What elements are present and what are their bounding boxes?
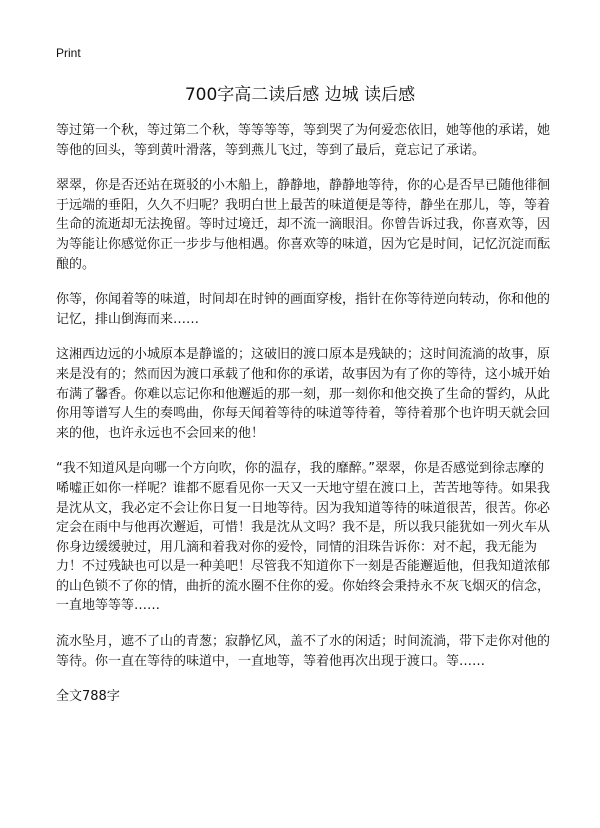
article-paragraph: 等过第一个秋，等过第二个秋，等等等等，等到哭了为何爱恋依旧，她等他的承诺，她等他的回头，等到黄叶滑落，等到燕儿飞过，等到了最后，竟忘记了承诺。 — [56, 123, 551, 158]
article-paragraph: “我不知道风是向哪一个方向吹，你的温存，我的靡醉。”翠翠，你是否感觉到徐志摩的唏嘘正如你一样呢？谁都不愿看见你一天又一天地守望在渡口上，苦苦地等待。如果我是沈从文，我必定不会让你日复一日地等待。因为我知道等待的味道很苦，很苦。你必定会在雨中与他再次邂逅，可惜！我是沈从文吗？我不是，所以我只能犹如一列火车从你身边缓缓驶过，用几滴和着我对你的爱怜，同情的泪珠告诉你：对不起，我无能为力！不过残缺也可以是一种美吧！尽管我不知道你下一刻是否能邂逅他，但我知道浓郁的山色锁不了你的情，曲折的流水圈不住你的爱。你始终会秉持永不灰飞烟灭的信念，一直地等等等…… — [56, 461, 551, 614]
article-paragraph: 这湘西边远的小城原本是静谧的；这破旧的渡口原本是残缺的；这时间流淌的故事，原来是没有的；然而因为渡口承载了他和你的承诺，故事因为有了你的等待，这小城开始布满了馨香。你难以忘记你和他邂逅的那一刻，那一刻你和他交换了生命的誓约，从此你用等谱写人生的奏鸣曲，你每天闻着等待的味道等待着，等待着那个也许明天就会回来的他，也许永远也不会回来的他！ — [56, 347, 551, 441]
article-body — [56, 121, 556, 706]
article-paragraph: 你等，你闻着等的味道，时间却在时钟的画面穿梭，指针在你等待逆向转动，你和他的记忆，排山倒海而来…… — [56, 292, 551, 327]
word-count: 全文788字 — [56, 689, 120, 705]
article-paragraph: 翠翠，你是否还站在斑驳的小木船上，静静地，静静地等待，你的心是否早已随他徘徊于远端的垂阳，久久不归呢？我明白世上最苦的味道便是等待，静坐在那儿，等，等着生命的流逝却无法挽留。等时过境迁，却不流一滴眼泪。你曾告诉过我，你喜欢等，因为等能让你感觉你正一步步与他相遇。你喜欢等的味道，因为它是时间，记忆沉淀而酝酿的。 — [56, 178, 551, 272]
article-title: 700字高二读后感 边城 读后感 — [184, 85, 416, 105]
article-paragraph: 流水坠月，遮不了山的青葱；寂静忆风，盖不了水的闲适；时间流淌，带下走你对他的等待。你一直在等待的味道中，一直地等，等着他再次出现于渡口。等…… — [56, 634, 551, 669]
print-link[interactable]: Print — [56, 46, 81, 60]
